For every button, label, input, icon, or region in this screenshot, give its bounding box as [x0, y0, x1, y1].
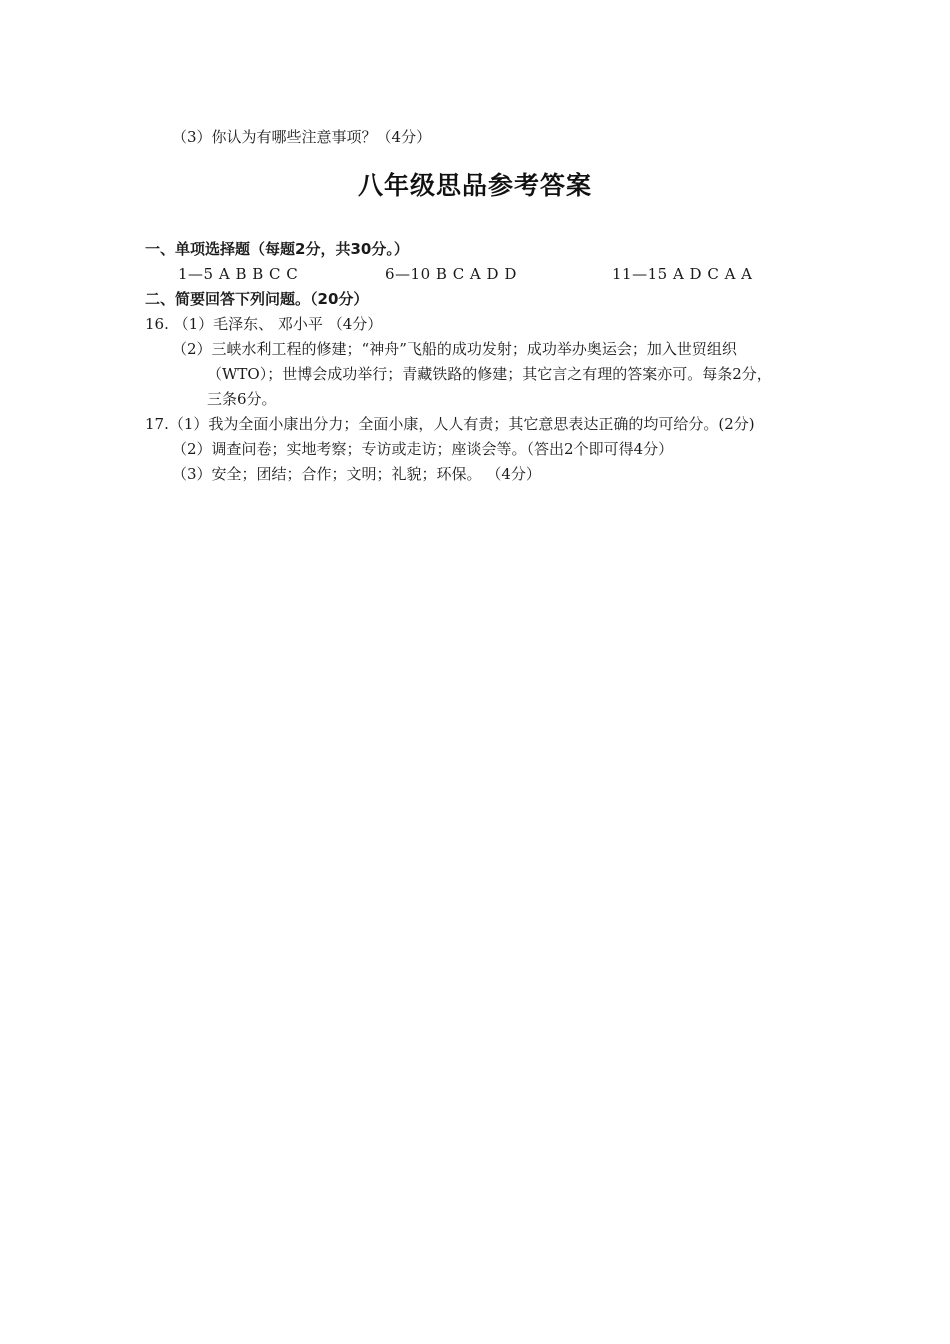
page-title: 八年级思品参考答案 [357, 171, 592, 200]
section-1-heading: 一、单项选择题（每题2分，共30分。） [145, 240, 409, 258]
previous-question-3: （3）你认为有哪些注意事项？（4分） [172, 128, 432, 146]
q17-part3: （3）安全；团结；合作；文明；礼貌；环保。 （4分） [172, 465, 541, 483]
answers-6-10: 6—10 B C A D D [385, 265, 517, 283]
section-2-heading: 二、简要回答下列问题。（20分） [145, 290, 369, 308]
answers-11-15: 11—15 A D C A A [612, 265, 753, 283]
answers-1-5: 1—5 A B B C C [178, 265, 299, 283]
q16-part2-line3: 三条6分。 [207, 390, 277, 408]
q17-part2: （2）调查问卷；实地考察；专访或走访；座谈会等。（答出2个即可得4分） [172, 440, 674, 458]
q17-part1: 17.（1）我为全面小康出分力；全面小康，人人有责；其它意思表达正确的均可给分。(2分) [145, 415, 755, 433]
q16-part2-line1: （2）三峡水利工程的修建；“神舟”飞船的成功发射；成功举办奥运会；加入世贸组织 [172, 340, 737, 358]
q16-part1: 16. （1）毛泽东、 邓小平 （4分） [145, 315, 383, 333]
q16-part2-line2: （WTO）；世博会成功举行；青藏铁路的修建；其它言之有理的答案亦可。每条2分， [207, 365, 772, 383]
